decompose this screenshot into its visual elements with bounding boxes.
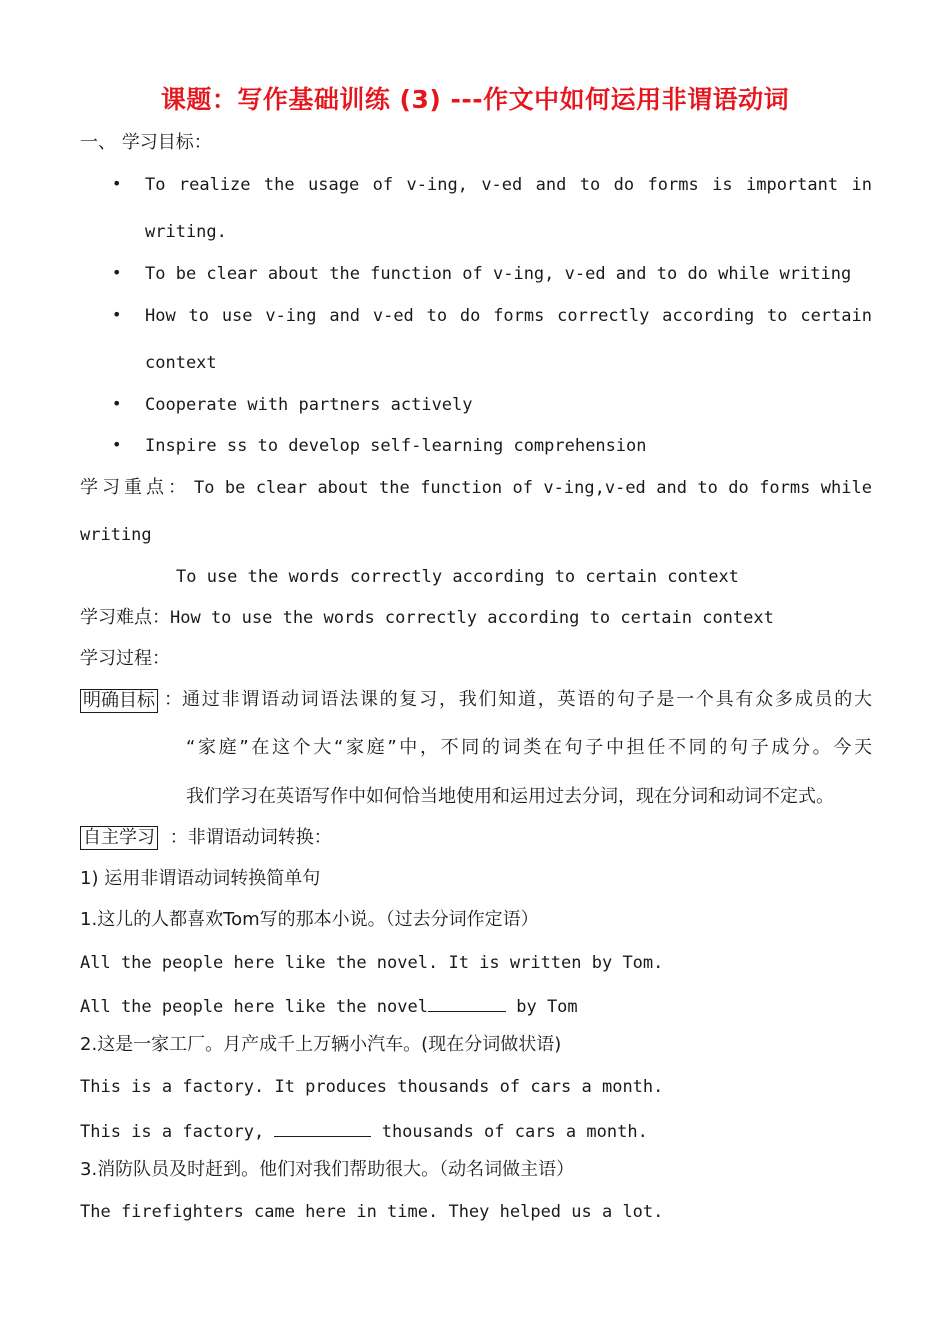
- exercise-1-blank[interactable]: [428, 993, 506, 1012]
- exercise-2-en2-after: thousands of cars a month.: [371, 1122, 648, 1142]
- clear-goal-row: [80, 689, 872, 713]
- exercise-1-num: 1.: [80, 909, 98, 930]
- key-points-label: 学习重点：: [80, 477, 190, 498]
- page-title: 课题：写作基础训练 (3) ---作文中如何运用非谓语动词: [160, 85, 790, 114]
- exercise-2-en1: This is a factory. It produces thousands of cars a month.: [80, 1077, 664, 1097]
- exercise-3-zh-text: 消防队员及时赶到。他们对我们帮助很大。（动名词做主语）: [97, 1159, 575, 1180]
- self-study-colon: ：: [169, 827, 188, 848]
- objective-5: Inspire ss to develop self-learning comprehension: [145, 436, 647, 456]
- self-study-text: 非谓语动词转换：: [187, 827, 332, 848]
- exercise-1-zh-text: 这儿的人都喜欢Tom写的那本小说。（过去分词作定语）: [97, 909, 539, 930]
- exercise-1-en1: All the people here like the novel. It is written by Tom.: [80, 953, 664, 973]
- exercise-2-en2: [80, 1118, 648, 1143]
- process-heading: 学习过程：: [80, 648, 170, 669]
- exercise-3-num: 3.: [80, 1159, 98, 1180]
- exercise-1-en2: [80, 993, 578, 1018]
- self-study-label: 自主学习: [80, 826, 158, 850]
- objective-3-line1: How to use v-ing and v-ed to do forms correctly according to certain: [145, 306, 872, 326]
- bullet-1: •: [112, 174, 122, 193]
- objectives-heading: 一、 学习目标：: [80, 132, 212, 153]
- objective-1-line1: To realize the usage of v-ing, v-ed and to do forms is important in: [145, 175, 872, 195]
- objective-4: Cooperate with partners actively: [145, 395, 473, 415]
- key-points-line1: To be clear about the function of v-ing,v-ed and to do forms while: [194, 478, 872, 498]
- difficulty-label: 学习难点：: [80, 607, 170, 628]
- clear-goal-line3: 我们学习在英语写作中如何恰当地使用和运用过去分词，现在分词和动词不定式。: [186, 786, 834, 807]
- clear-goal-label: 明确目标: [80, 689, 158, 713]
- difficulty-row: [80, 607, 774, 629]
- objective-3-line2: context: [145, 353, 217, 373]
- exercise-3-zh: [80, 1159, 574, 1181]
- self-study-row: [80, 826, 332, 850]
- exercise-1-zh: [80, 909, 539, 931]
- exercise-2-en2-before: This is a factory,: [80, 1122, 275, 1142]
- clear-goal-line2: “家庭”在这个大“家庭”中，不同的词类在句子中担任不同的句子成分。今天: [186, 737, 872, 758]
- exercise-2-num: 2.: [80, 1034, 98, 1055]
- bullet-4: •: [112, 394, 122, 413]
- exercise-2-zh: [80, 1034, 561, 1056]
- objective-2: To be clear about the function of v-ing, v-ed and to do while writing: [145, 264, 852, 284]
- exercise-3-en1: The firefighters came here in time. They helped us a lot.: [80, 1202, 664, 1222]
- difficulty-text: How to use the words correctly according to certain context: [170, 608, 774, 628]
- exercise-1-en2-after: by Tom: [506, 997, 578, 1017]
- key-points-row: [80, 477, 872, 499]
- bullet-3: •: [112, 305, 122, 324]
- clear-goal-colon: ：: [164, 689, 182, 710]
- exercise-2-zh-text: 这是一家工厂。月产成千上万辆小汽车。(现在分词做状语): [97, 1034, 562, 1055]
- objective-1-line2: writing.: [145, 222, 227, 242]
- bullet-2: •: [112, 263, 122, 282]
- section-1-heading: 1) 运用非谓语动词转换简单句: [80, 868, 321, 889]
- bullet-5: •: [112, 435, 122, 454]
- key-points-line2: writing: [80, 525, 152, 545]
- clear-goal-line1: 通过非谓语动词语法课的复习，我们知道，英语的句子是一个具有众多成员的大: [182, 689, 872, 710]
- exercise-2-blank[interactable]: [274, 1118, 371, 1137]
- exercise-1-en2-before: All the people here like the novel: [80, 997, 428, 1017]
- key-points-line3: To use the words correctly according to certain context: [176, 567, 739, 587]
